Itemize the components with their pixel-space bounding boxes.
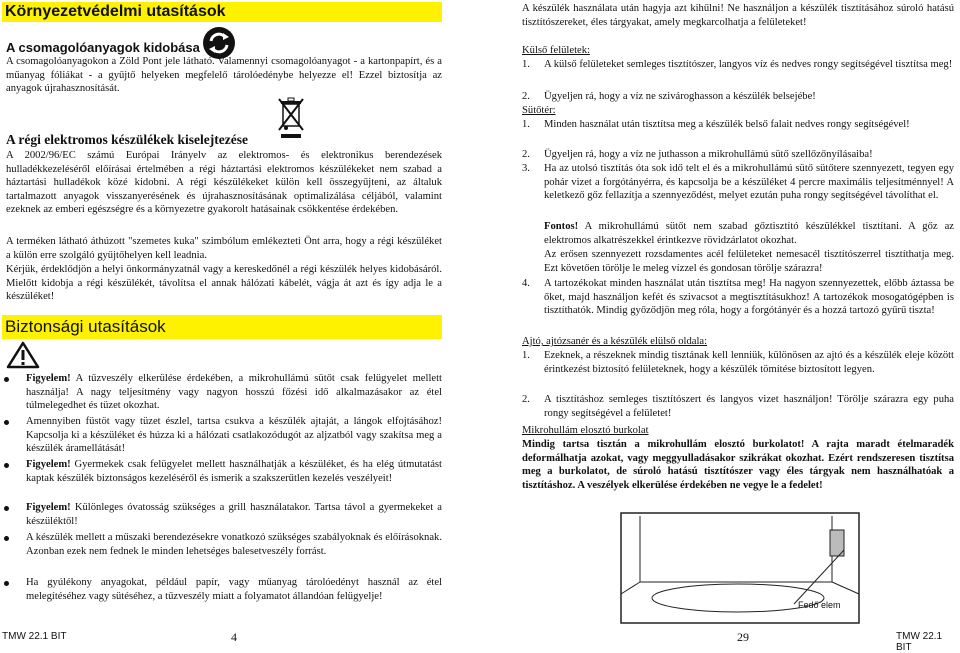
weee-heading: A régi elektromos készülékek kiselejtezése	[6, 132, 248, 147]
packaging-heading: A csomagolóanyagok kidobása	[6, 40, 200, 55]
footer-left: TMW 22.1 BIT	[2, 631, 67, 642]
footer-right: TMW 22.1 BIT	[896, 631, 943, 653]
weee-paragraph-2: A terméken látható áthúzott "szemetes kuka" szimbólum emlékezteti Önt arra, hogy a régi készüléket a külön erre szolgáló gyűjtőhelyen kell leadnia.	[6, 236, 442, 261]
weee-paragraph-3: Kérjük, érdeklődjön a helyi önkormányzatnál vagy a kereskedőnél a régi készülék helyes kidobásáról. Mielőtt kidobja a régi készülékét, távolítsa el annak hálózati kábelét, vágja át azt és így adja le a készüléket!	[6, 264, 442, 303]
safety-bullet-4: Figyelem! Különleges óvatosság szükséges a grill használatakor. Tartsa távol a gyermekeket a készüléktől!	[2, 501, 442, 528]
cover-text: Mindig tartsa tisztán a mikrohullám elosztó burkolatot! A rajta maradt ételmaradék deformálhatja azokat, vagy meggyulladásakor szikrákat okozhat. Ezért rendszeresen tisztítsa meg a burkolatot, de súroló hatású tisztítószer vagy éles tárgyak nem használhatóak a tisztításhoz. A veszélyek elkerülése érdekében ne vegye le a fedelet!	[522, 439, 954, 491]
oven-item-2: 2. Ügyeljen rá, hogy a víz ne juthasson a mikrohullámú sütő szellőzőnyílásaiba!	[522, 149, 873, 160]
section-title-environment: Környezetvédelmi utasítások	[2, 2, 442, 22]
door-item-1: 1. Ezeknek, a részeknek mindig tisztának kell lenniük, különösen az ajtó és a készülék eleje között érintkezést biztosító felületeknek, hogy a készülék tömítése biztosított legyen.	[522, 350, 954, 375]
safety-bullet-5: A készülék mellett a műszaki berendezésekre vonatkozó szükséges szabályoknak és előírásoknak. Azonban ezek nem fednek le minden lehetséges balesetveszély forrást.	[2, 531, 442, 558]
crossed-bin-icon	[278, 96, 304, 140]
warning-triangle-icon	[6, 341, 40, 369]
page-number-left: 4	[231, 630, 237, 644]
page-number-right: 29	[737, 630, 749, 644]
microwave-cover-figure	[620, 512, 860, 624]
outer-item-1: 1. A külső felületeket semleges tisztítószer, langyos víz és nedves rongy segítségével tisztítsa meg!	[522, 59, 953, 70]
safety-bullet-6: Ha gyúlékony anyagokat, például papír, vagy műanyag tárolóedényt használ az étel melegítéséhez vagy sütéséhez, a tűzveszély miatt a folyamatot állandóan felügyelje!	[2, 576, 442, 603]
section-title-safety: Biztonsági utasítások	[2, 315, 442, 339]
callout-label: Fedő elem	[798, 600, 841, 610]
oven-important-note: Fontos! A mikrohullámú sütőt nem szabad gőztisztító készülékkel tisztítani. A gőz az elektromos alkatrészekkel érintkezve rövidzárlatot okozhat.	[544, 221, 954, 246]
care-intro: A készülék használata után hagyja azt kihűlni! Ne használjon a készülék tisztításához súroló hatású tisztítószereket, éles tárgyakat, amely megkarcolhatja a felületeket!	[522, 3, 954, 28]
oven-steel-note: Az erősen szennyezett rozsdamentes acél felületeket nemesacél tisztítószerrel tisztíthatja meg. Ezt követően törölje le meleg vízzel és gondosan törölje szárazra!	[544, 249, 954, 274]
safety-bullet-2: Amennyiben füstöt vagy tüzet észlel, tartsa csukva a készülék ajtaját, a lángok elfojtásához! Kapcsolja ki a készüléket és húzza ki a hálózati csatlakozódugót az aljzatból vagy szakítsa meg a készülék áramellátását!	[2, 415, 442, 456]
cover-label: Mikrohullám elosztó burkolat	[522, 425, 649, 436]
weee-paragraph-1: A 2002/96/EC számú Európai Irányelv az elektromos- és elektronikus berendezések hulladékkezeléséről előírásai értelmében a régi háztartási elektromos készülékeket nem szabad a háztartási hulladékok közé kidobni. A régi készülékeket külön kell összegyűjteni, az általuk tartalmazott anyagok visszanyerésének és újrahasznosításának optimalizálása céljából, valamint ezeknek az emberi egészségre és a környezetre gyakorolt hatásainak csökkentése érdekében.	[6, 150, 442, 216]
door-label: Ajtó, ajtózsanér és a készülék elülső oldala:	[522, 336, 708, 347]
safety-bullet-3: Figyelem! Gyermekek csak felügyelet mellett használhatják a készüléket, és ha elég útmutatást kaptak készülék biztonságos kezeléséről és ismerik a szakszerűtlen kezelés veszélyeit!	[2, 458, 442, 485]
outer-surfaces-label: Külső felületek:	[522, 45, 590, 56]
oven-item-1: 1. Minden használat után tisztítsa meg a készülék belső falait nedves rongy segítségével!	[522, 119, 910, 130]
packaging-text: A csomagolóanyagokon a Zöld Pont jele látható. Valamennyi csomagolóanyagot - a kartonpapírt, és a műanyag fóliákat - a gyűjtő helyeken megfelelő tárolóedénybe helyezze el! Ezzel biztosítja az anyagok újrahasznosítását.	[6, 56, 442, 95]
oven-item-4: 4. A tartozékokat minden használat után tisztítsa meg! Ha nagyon szennyezettek, előbb áztassa be őket, majd használjon kefét és szivacsot a megtisztításukhoz! A tartozékok mosogatógépben is tisztíthatók. Mindig győződjön meg róla, hogy a forgótányér és a hozzá tartozó gyűrű tiszta!	[522, 278, 954, 317]
outer-item-2: 2. Ügyeljen rá, hogy a víz ne szivároghasson a készülék belsejébe!	[522, 91, 816, 102]
oven-item-3: 3. Ha az utolsó tisztítás óta sok idő telt el és a mikrohullámú sütő sütőtere szennyezett, tegyen egy pohár vizet a forgótányérra, és kapcsolja be a készüléket 4 percre maximális teljesítménnyel! A keletkező gőz fellazítja a szennyeződést, melyet ezután puha rongy segítségével távolíthat el.	[522, 163, 954, 202]
door-item-2: 2. A tisztításhoz semleges tisztítószert és langyos vizet használjon! Törölje szárazra egy puha rongy segítségével a felületet!	[522, 394, 954, 419]
oven-cavity-label: Sütőtér:	[522, 105, 556, 116]
safety-bullet-1: Figyelem! A tűzveszély elkerülése érdekében, a mikrohullámú sütőt csak felügyelet mellett használja! A nagy teljesítmény vagy nagyon hosszú főzési idő alkalmazásakor az étel túlmelegedhet és tüzet okozhat.	[2, 372, 442, 413]
